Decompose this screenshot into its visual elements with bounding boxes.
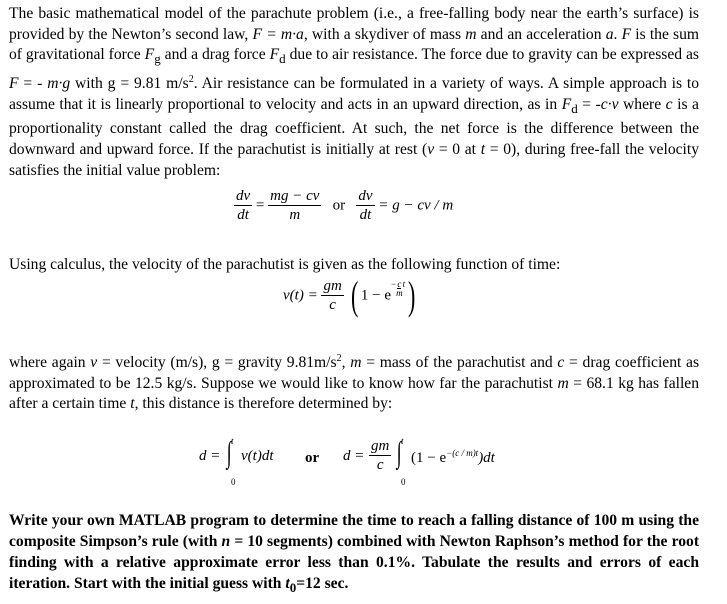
where-paragraph: where again v = velocity (m/s), g = gravity $9.81m/s^2$, m = mass of the parachutist and c = drag coefficient as approximated to be 12.5 kg/s. Suppose we would like to know how far the parachutist m = 68.1 kg has fallen after a certain time t, this distance is therefore determined by: xyxy=(9,353,700,413)
distance-equation: d = ∫ t 0 v(t)dt or d = $\frac{gm}{c}$ ∫ t 0 $(1 - e^{-(c / m)t})dt$ xyxy=(199,436,495,487)
calculus-sentence: Using calculus, the velocity of the parachutist is given as the following function of time: xyxy=(9,256,561,273)
velocity-equation: v(t) = $\frac{gm}{c}$ ( 1 − e− $\frac{c}{m}$ t) xyxy=(283,273,416,318)
task-paragraph: Write your own MATLAB program to determine the time to reach a falling distance of 100 m using the composite Simpson’s rule (with n = 10 segments) combined with Newton Raphson’s method for the root finding with a relative approximate error less than 0.1%. Tabulate the results and errors of each iteration. Start with the initial guess with $t_0=12$ sec. xyxy=(9,512,700,596)
intro-paragraph: The basic mathematical model of the parachute problem (i.e., a free-falling body near the earth’s surface) is provided by the Newton’s second law, F = m·a, with a skydiver of mass m and an acceleration a. F is the sum of gravitational force $F_g$ and a drag force $F_d$ due to air resistance. The force due to gravity can be expressed as F = - m·g with g = 9.81 $m/s^2$. Air resistance can be formulated in a variety of ways. A simple approach is to assume that it is linearly proportional to velocity and acts in an upward direction, as in $F_d = -c\cdot v$ where c is a proportionality constant called the drag coefficient. At such, the net force is the difference between the downward and upward force. If the parachutist is initially at rest (v = 0 at t = 0), during free-fall the velocity satisfies the initial value problem: xyxy=(9,5,700,179)
ode-equation: $\frac{dv}{dt}$ = $\frac{mg - cv}{m}$ or $\frac{dv}{dt}$ = g − cv / m xyxy=(236,188,454,223)
